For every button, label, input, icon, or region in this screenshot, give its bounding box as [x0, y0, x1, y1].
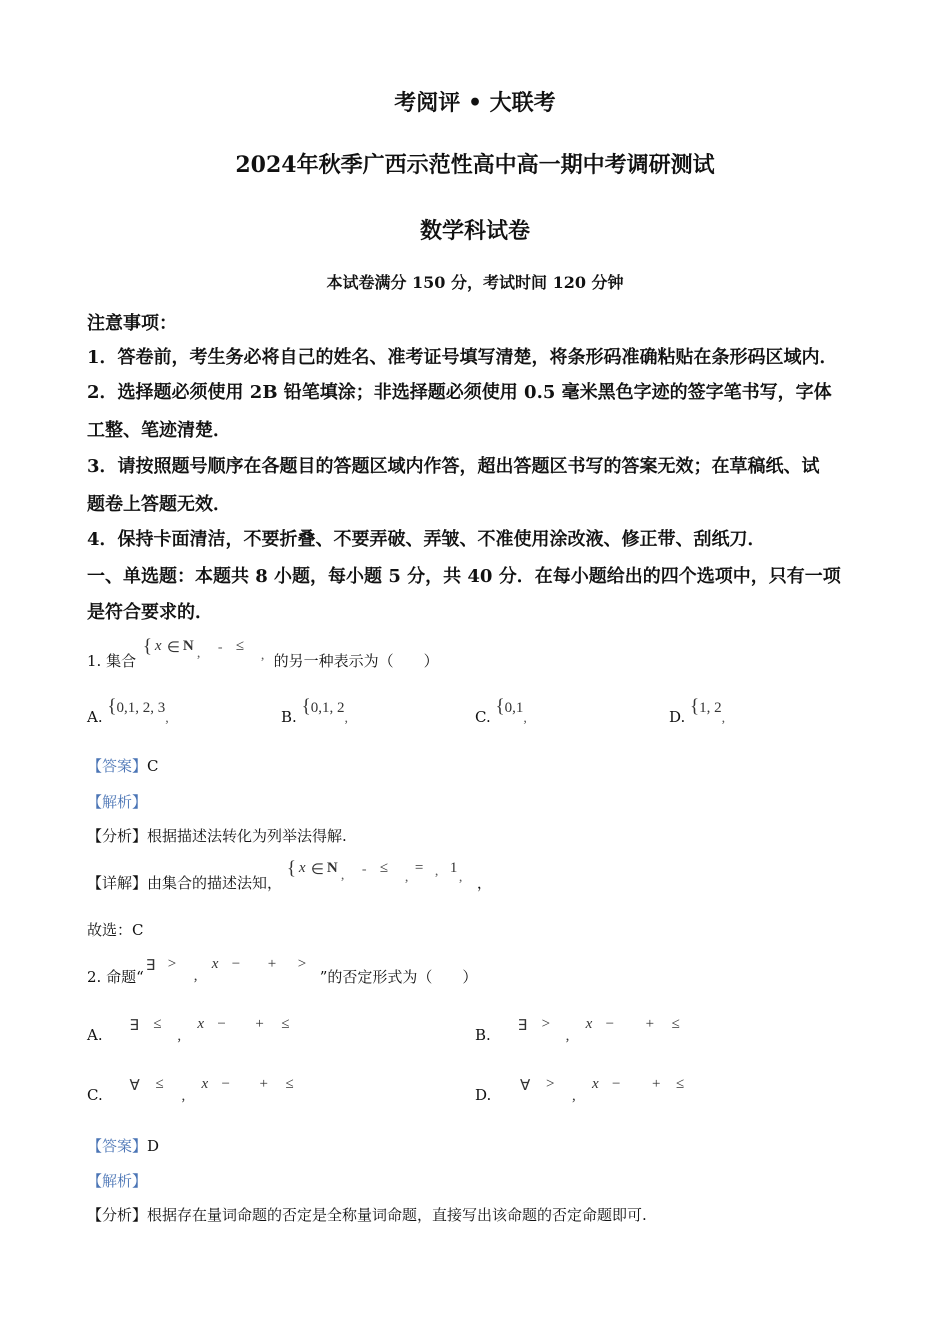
q2-fenxi-text: 根据存在量词命题的否定是全称量词命题，直接写出该命题的否定命题即可.: [147, 1206, 647, 1224]
q1-option-a-letter: A.: [87, 708, 103, 726]
q2-b-quant: ∃: [517, 1018, 528, 1034]
q2-exists: ∃: [145, 958, 156, 974]
q2-a-last: ≤: [281, 1016, 290, 1032]
q1-xj-comma: ,: [340, 868, 345, 883]
q1-option-a-tail: ,: [165, 711, 169, 726]
q2-option-c-expr: [108, 1076, 308, 1104]
q2-proposition: [144, 956, 320, 984]
exam-subject-title: 数学科试卷: [419, 218, 530, 244]
q1-option-d-letter: D.: [669, 708, 686, 726]
q1-xj-eq: =: [414, 860, 424, 876]
q2-option-d: [475, 1076, 696, 1104]
section-heading-cont: 是符合要求的．: [87, 602, 213, 623]
q1-set-N: N: [182, 638, 194, 654]
q2-c-comma: ,: [181, 1088, 186, 1104]
q1-xj-close2: ,: [458, 870, 463, 885]
q2-d-comma: ,: [572, 1088, 576, 1104]
q2-x: x: [211, 956, 219, 972]
q2-gt: >: [167, 956, 177, 972]
q2-c-rel: ≤: [155, 1076, 164, 1092]
section-heading: 一、单选题：本题共 8 小题，每小题 5 分，共 40 分．在每小题给出的四个选项中，只有一项: [87, 566, 841, 587]
q1-option-d-brace: {: [690, 696, 700, 717]
q2-b-rel: >: [541, 1016, 551, 1032]
question-2-stem: [87, 956, 478, 987]
q2-option-a-letter: A.: [87, 1026, 103, 1044]
q2-answer-value: D: [147, 1137, 160, 1155]
q1-xiangjie-end: ，: [476, 874, 492, 892]
q1-option-b-tail: ,: [344, 711, 348, 726]
q2-a-quant: ∃: [129, 1018, 139, 1034]
q2-b-plus: +: [645, 1016, 655, 1032]
q2-c-last: ≤: [285, 1076, 294, 1092]
q1-option-c-letter: C.: [475, 708, 491, 726]
q2-option-b-letter: B.: [475, 1026, 491, 1044]
q2-answer-tag: 【答案】: [87, 1137, 148, 1155]
q1-xiangjie-tag: 【详解】: [87, 874, 148, 892]
score-time-note: 本试卷满分 150 分，考试时间 120 分钟: [326, 273, 624, 292]
q1-xj-brace: {: [286, 858, 296, 879]
q1-set-expression: [141, 636, 269, 668]
q1-fenxi-tag: 【分析】: [87, 827, 148, 845]
q1-fenxi: [87, 825, 347, 846]
q2-a-comma: ,: [177, 1028, 182, 1044]
q2-option-b-expr: [496, 1016, 696, 1044]
notice-item-1: 1．答卷前，考生务必将自己的姓名、准考证号填写清楚，将条形码准确粘贴在条形码区域内．: [87, 347, 838, 368]
q2-b-comma: ,: [565, 1028, 570, 1044]
q2-option-c: [87, 1076, 308, 1104]
notice-item-4: 4．保持卡面清洁，不要折叠、不要弄破、弄皱、不准使用涂改液、修正带、刮纸刀．: [87, 529, 766, 550]
q2-prefix: 2. 命题“: [87, 968, 144, 986]
q2-d-minus: −: [612, 1076, 621, 1092]
q2-minus: −: [231, 956, 241, 972]
q2-d-quant: ∀: [520, 1078, 531, 1094]
q1-xiangjie-text: 由集合的描述法知，: [147, 874, 283, 892]
q1-xj-one: 1: [449, 860, 458, 876]
q1-set-minus: -: [217, 640, 223, 655]
q2-answer: [87, 1135, 159, 1156]
q2-fenxi: [87, 1204, 647, 1225]
notice-heading: 注意事项：: [87, 313, 177, 334]
q1-option-b: [281, 696, 348, 728]
q2-a-plus: +: [255, 1016, 264, 1032]
q1-set-le: ≤: [235, 638, 245, 654]
notice-item-2-cont: 工整、笔迹清楚．: [87, 420, 231, 441]
q2-option-b: [475, 1016, 696, 1044]
q1-option-c-tail: ,: [523, 711, 527, 726]
q2-suffix: ”的否定形式为（ ）: [319, 968, 478, 986]
q2-b-x: x: [585, 1016, 593, 1032]
q1-choice-value: C: [132, 921, 144, 939]
q2-gt2: >: [297, 956, 307, 972]
q1-suffix: 的另一种表示为（ ）: [273, 652, 439, 670]
notice-item-3: 3．请按照题号顺序在各题目的答题区域内作答，超出答题区书写的答案无效；在草稿纸、试: [87, 456, 820, 477]
q1-xiangjie: [87, 858, 492, 893]
q2-d-rel: >: [546, 1076, 555, 1092]
q1-xj-N: N: [326, 860, 338, 876]
q2-c-minus: −: [221, 1076, 230, 1092]
q1-xj-close: ,: [404, 870, 409, 885]
q1-answer-value: C: [147, 757, 159, 775]
q2-a-rel: ≤: [153, 1016, 162, 1032]
q1-choice: [87, 919, 144, 940]
q1-choice-label: 故选：: [87, 921, 133, 939]
q2-fenxi-tag: 【分析】: [87, 1206, 148, 1224]
q1-set-in: ∈: [166, 640, 180, 656]
q1-xj-in: ∈: [310, 862, 324, 878]
q2-analysis-tag: 【解析】: [87, 1172, 148, 1190]
q1-option-a-value: 0,1, 2, 3: [116, 700, 166, 716]
q2-option-a-expr: [107, 1016, 307, 1044]
q1-option-a-brace: {: [107, 696, 117, 717]
q1-analysis-tag: 【解析】: [87, 793, 148, 811]
q1-option-d: [669, 696, 726, 728]
q2-c-plus: +: [259, 1076, 268, 1092]
q2-plus: +: [267, 956, 277, 972]
q1-xj-comma2: ,: [434, 864, 439, 879]
q2-d-x: x: [592, 1076, 599, 1092]
q1-set-var: x: [154, 638, 162, 654]
question-1-stem: [87, 636, 439, 671]
q2-a-x: x: [197, 1016, 205, 1032]
q2-c-quant: ∀: [129, 1078, 140, 1094]
q1-prefix: 1. 集合: [87, 652, 137, 670]
exam-brand-title: 考阅评 • 大联考: [394, 90, 556, 116]
q1-set-brace: {: [142, 636, 152, 657]
q1-xj-le: ≤: [379, 860, 389, 876]
q2-d-plus: +: [652, 1076, 661, 1092]
q1-xiangjie-expression: [286, 858, 477, 890]
q2-option-d-letter: D.: [475, 1086, 492, 1104]
q1-option-c-brace: {: [495, 696, 505, 717]
q1-answer-tag: 【答案】: [87, 757, 148, 775]
q1-option-c-value: 0,1: [504, 700, 524, 716]
notice-item-2: 2．选择题必须使用 2B 铅笔填涂；非选择题必须使用 0.5 毫米黑色字迹的签字笔书写，字体: [87, 382, 832, 403]
q2-comma: ,: [193, 968, 198, 984]
q1-option-b-value: 0,1, 2: [310, 700, 345, 716]
notice-item-3-cont: 题卷上答题无效．: [87, 494, 231, 515]
q1-fenxi-text: 根据描述法转化为列举法得解.: [147, 827, 347, 845]
q2-d-last: ≤: [676, 1076, 685, 1092]
q2-a-minus: −: [217, 1016, 226, 1032]
q1-option-c: [475, 696, 527, 728]
q1-option-d-tail: ,: [721, 711, 726, 726]
q1-option-d-value: 1, 2: [699, 700, 722, 716]
q1-xj-minus: -: [361, 862, 367, 877]
q1-option-a: [87, 696, 169, 728]
q2-b-minus: −: [605, 1016, 615, 1032]
exam-main-title: 2024年秋季广西示范性高中高一期中考调研测试: [235, 152, 715, 178]
q2-option-c-letter: C.: [87, 1086, 103, 1104]
q1-xj-var: x: [298, 860, 306, 876]
q2-option-d-expr: [496, 1076, 696, 1104]
q1-option-b-letter: B.: [281, 708, 297, 726]
q1-option-b-brace: {: [301, 696, 311, 717]
q1-set-comma: ,: [196, 646, 201, 661]
q2-option-a: [87, 1016, 307, 1044]
q2-b-last: ≤: [671, 1016, 680, 1032]
q1-set-close: ,: [260, 648, 265, 663]
q1-answer: [87, 755, 159, 776]
q2-c-x: x: [201, 1076, 209, 1092]
